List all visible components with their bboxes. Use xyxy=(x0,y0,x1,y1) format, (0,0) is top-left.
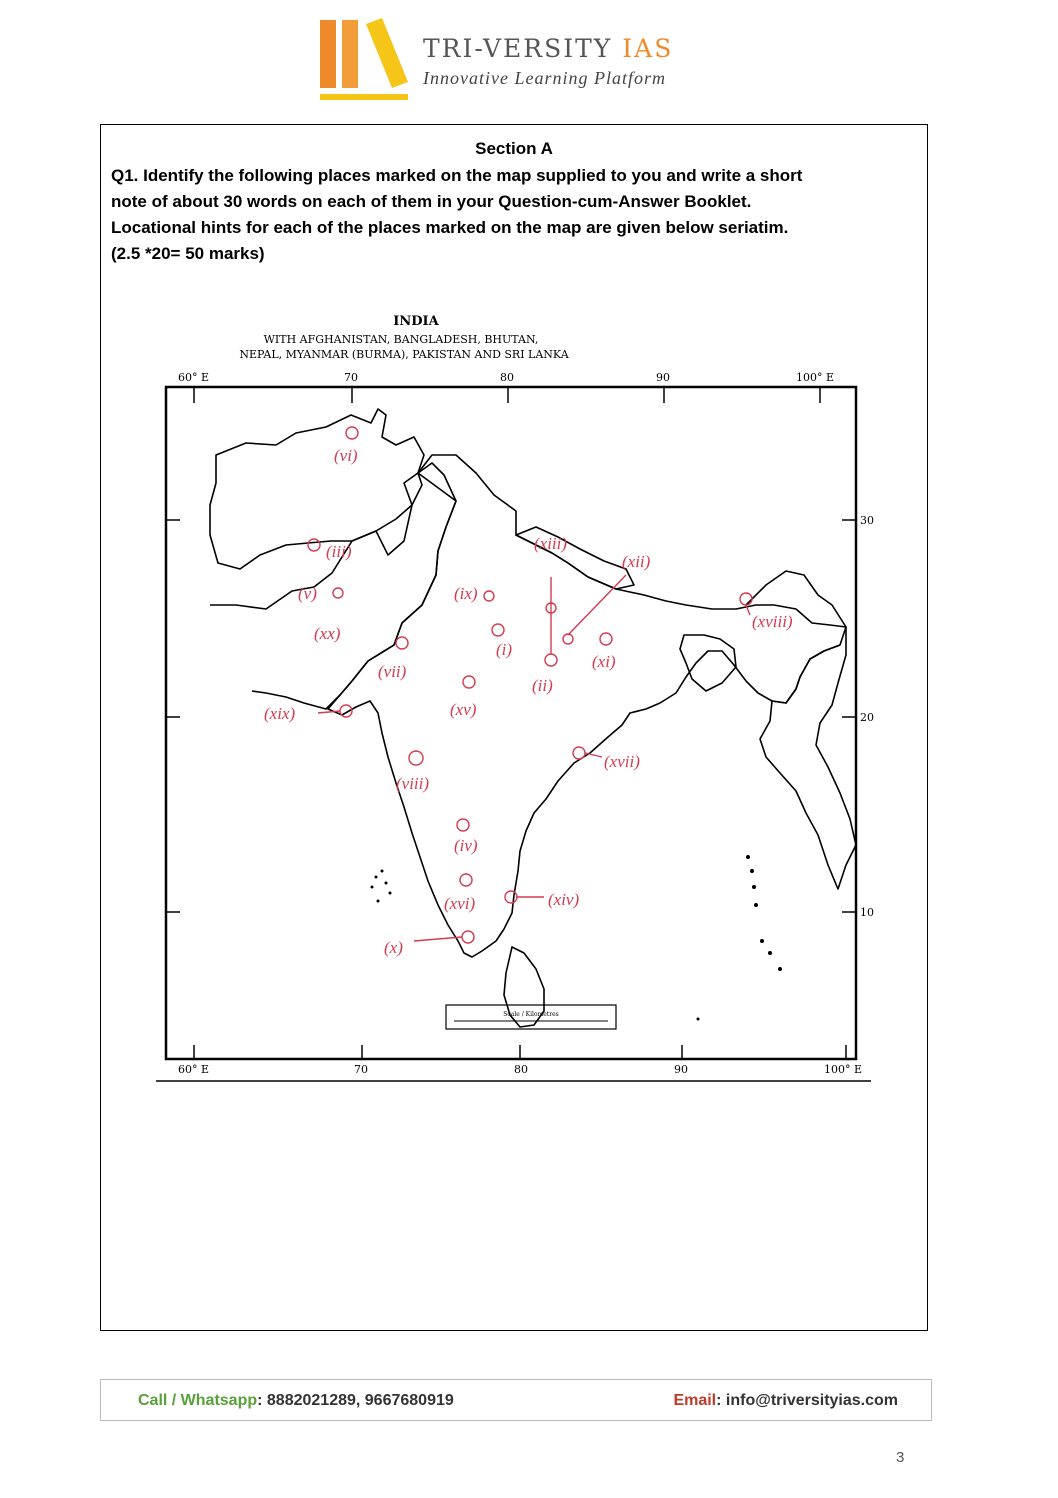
contact-footer xyxy=(100,1379,932,1421)
lon-label: 80 xyxy=(500,371,514,384)
marker-dot xyxy=(460,874,472,886)
marker-label: (x) xyxy=(384,938,403,957)
marker-dot xyxy=(346,427,358,439)
logo-subtitle: Innovative Learning Platform xyxy=(423,68,666,88)
lon-label: 100° E xyxy=(796,371,835,384)
marker-dot xyxy=(484,591,494,601)
marker-label: (vi) xyxy=(334,446,358,465)
marker-dot xyxy=(563,634,573,644)
lon-label: 90 xyxy=(656,371,670,384)
marker-label: (i) xyxy=(496,640,513,659)
lon-label: 90 xyxy=(674,1063,688,1076)
marker-dot xyxy=(740,593,752,605)
marker-dot xyxy=(462,931,474,943)
lon-label: 100° E xyxy=(824,1063,863,1076)
question-box xyxy=(100,124,928,1331)
marker-label: (xx) xyxy=(314,624,341,643)
marker-dot xyxy=(505,891,517,903)
page-number: 3 xyxy=(896,1449,905,1466)
marker-dot xyxy=(545,654,557,666)
map-frame xyxy=(166,387,856,1059)
marker-label: (iii) xyxy=(326,542,352,561)
marker-dot xyxy=(457,819,469,831)
question-line: Q1. Identify the following places marked on the map supplied to you and write a short xyxy=(111,166,803,185)
question-line: note of about 30 words on each of them in your Question-cum-Answer Booklet. xyxy=(111,192,752,211)
marker-dot xyxy=(573,747,585,759)
marker-label: (xiii) xyxy=(534,534,568,553)
marker-dot xyxy=(600,633,612,645)
marker-label: (xvii) xyxy=(604,752,640,771)
marker-label: (xv) xyxy=(450,700,477,719)
map-subtitle-2: NEPAL, MYANMAR (BURMA), PAKISTAN AND SRI LANKA xyxy=(239,348,569,361)
email-contact: Email: info@triversityias.com xyxy=(673,1392,898,1409)
section-title: Section A xyxy=(475,139,553,158)
marker-dot xyxy=(463,676,475,688)
marker-label: (xi) xyxy=(592,652,616,671)
logo-title: TRI-VERSITY IAS xyxy=(423,34,674,63)
map-subtitle-1: WITH AFGHANISTAN, BANGLADESH, BHUTAN, xyxy=(263,333,539,346)
marker-dot xyxy=(492,624,504,636)
lat-label: 20 xyxy=(860,711,874,724)
lon-label: 60° E xyxy=(178,371,210,384)
outline-map-india xyxy=(156,305,874,1095)
question-line: Locational hints for each of the places marked on the map are given below seriatim. xyxy=(111,218,789,237)
map-title: INDIA xyxy=(393,314,439,329)
question-text xyxy=(111,163,916,267)
lon-label: 70 xyxy=(354,1063,368,1076)
lon-label: 70 xyxy=(344,371,358,384)
scale-label: Scale / Kilometres xyxy=(503,1011,559,1018)
phone-contact: Call / Whatsapp: 8882021289, 9667680919 xyxy=(138,1392,454,1409)
brand-logo xyxy=(318,16,718,104)
marker-label: (xii) xyxy=(622,552,651,571)
lon-label: 80 xyxy=(514,1063,528,1076)
marker-label: (v) xyxy=(298,584,317,603)
marker-label: (viii) xyxy=(396,774,430,793)
island-dots xyxy=(371,855,783,1021)
lon-label: 60° E xyxy=(178,1063,210,1076)
marker-dot xyxy=(396,637,408,649)
marker-label: (vii) xyxy=(378,662,407,681)
marker-label: (ii) xyxy=(532,676,553,695)
marker-dot xyxy=(409,751,423,765)
marker-dot xyxy=(333,588,343,598)
bangladesh-outline xyxy=(680,635,736,691)
books-logo-icon xyxy=(318,16,410,102)
marker-label: (xiv) xyxy=(548,890,580,909)
afghanistan-outline xyxy=(210,409,424,569)
marker-label: (xix) xyxy=(264,704,296,723)
lat-label: 10 xyxy=(860,906,874,919)
marker-dot xyxy=(308,539,320,551)
lat-label: 30 xyxy=(860,514,874,527)
marker-label: (xvi) xyxy=(444,894,476,913)
marker-label: (iv) xyxy=(454,836,478,855)
pakistan-outline xyxy=(210,463,456,709)
question-line: (2.5 *20= 50 marks) xyxy=(111,244,265,263)
marker-label: (ix) xyxy=(454,584,478,603)
marker-label: (xviii) xyxy=(752,612,793,631)
